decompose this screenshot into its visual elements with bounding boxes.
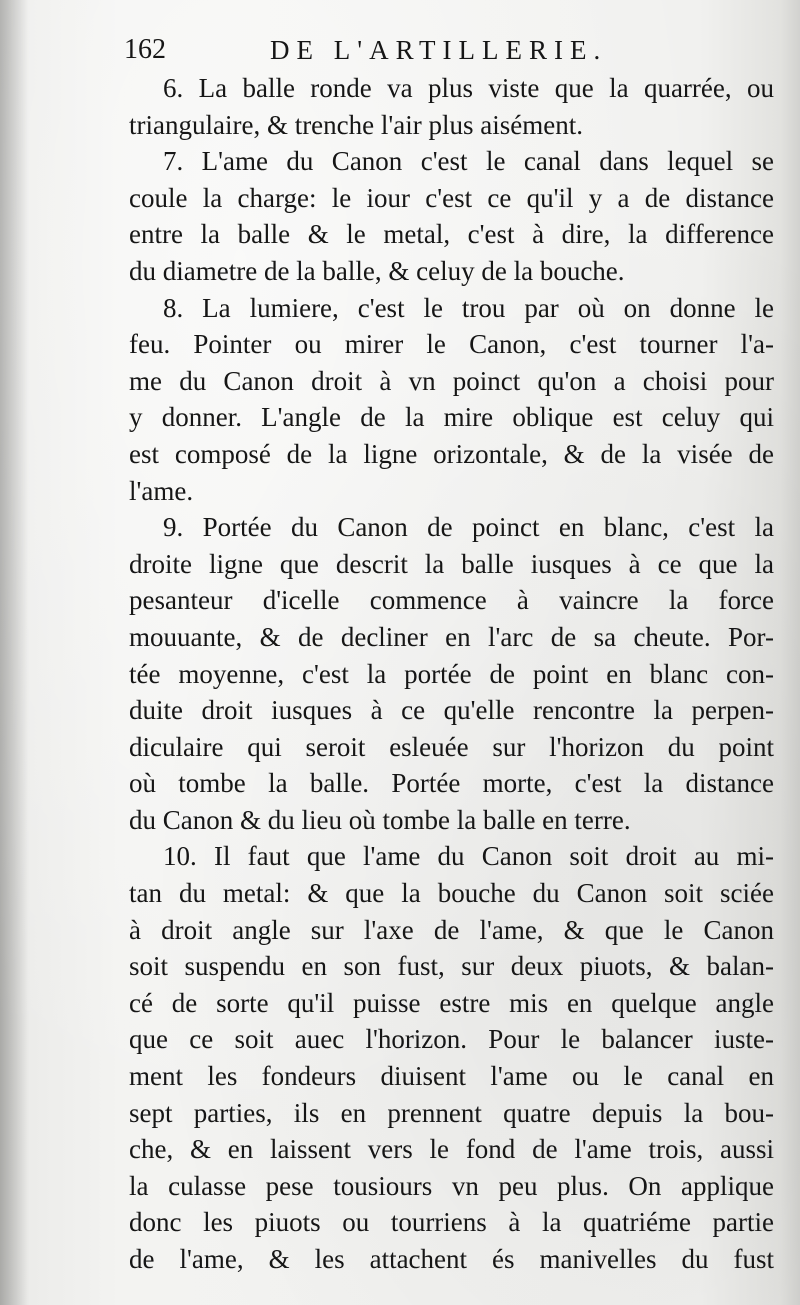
text-line: de l'ame, & les attachent és manivelles du fust [129, 1244, 774, 1274]
text-line: du Canon & du lieu où tombe la balle en terre. [129, 804, 631, 835]
text-line: entre la balle & le metal, c'est à dire, la difference [129, 219, 774, 250]
text-line: tan du metal: & que la bouche du Canon soit sciée [129, 878, 774, 909]
text-line: tée moyenne, c'est la portée de point en blanc con- [129, 658, 774, 689]
text-line: feu. Pointer ou mirer le Canon, c'est tourner l'a- [129, 329, 774, 360]
text-line: 10. Il faut que l'ame du Canon soit droit au mi- [163, 841, 774, 872]
text-line: du diametre de la balle, & celuy de la bouche. [129, 255, 625, 286]
running-title: DE L'ARTILLERIE. [270, 35, 608, 65]
text-line: 8. La lumiere, c'est le trou par où on donne le [163, 292, 774, 323]
text-line: 6. La balle ronde va plus viste que la quarrée, ou [163, 73, 774, 103]
text-line: la culasse pese tousiours vn peu plus. On applique [129, 1170, 774, 1201]
text-line: soit suspendu en son fust, sur deux piuots, & balan- [129, 951, 774, 982]
text-line: est composé de la ligne orizontale, & de la visée de [129, 438, 774, 469]
text-line: 7. L'ame du Canon c'est le canal dans lequel se [163, 146, 774, 177]
text-line: triangulaire, & trenche l'air plus aisément. [129, 109, 583, 140]
text-line: mouuante, & de decliner en l'arc de sa cheute. Por- [129, 621, 774, 652]
text-line: che, & en laissent vers le fond de l'ame trois, aussi [129, 1134, 774, 1165]
gutter-shadow [0, 0, 28, 1305]
text-line: où tombe la balle. Portée morte, c'est la distance [129, 768, 774, 799]
text-line: que ce soit auec l'horizon. Pour le balancer iuste- [129, 1024, 774, 1055]
text-line: y donner. L'angle de la mire oblique est celuy qui [129, 402, 774, 433]
text-line: cé de sorte qu'il puisse estre mis en quelque angle [129, 987, 774, 1018]
text-line: 9. Portée du Canon de poinct en blanc, c'est la [163, 512, 774, 543]
text-line: pesanteur d'icelle commence à vaincre la force [129, 585, 774, 616]
running-head [124, 30, 774, 70]
text-line: l'ame. [129, 475, 194, 506]
body-text [129, 70, 774, 1278]
text-line: duite droit iusques à ce qu'elle rencontre la perpen- [129, 695, 774, 726]
page-number: 162 [124, 34, 166, 65]
text-line: ment les fondeurs diuisent l'ame ou le canal en [129, 1061, 774, 1092]
text-line: à droit angle sur l'axe de l'ame, & que le Canon [129, 914, 774, 945]
text-line: me du Canon droit à vn poinct qu'on a choisi pour [129, 365, 774, 396]
text-line: sept parties, ils en prennent quatre depuis la bou- [129, 1097, 774, 1128]
text-line: droite ligne que descrit la balle iusques à ce que la [129, 548, 774, 579]
text-line: diculaire qui seroit esleuée sur l'horizon du point [129, 731, 774, 762]
text-line: donc les piuots ou tourriens à la quatriéme partie [129, 1207, 774, 1238]
text-line: coule la charge: le iour c'est ce qu'il y a de distance [129, 182, 774, 213]
